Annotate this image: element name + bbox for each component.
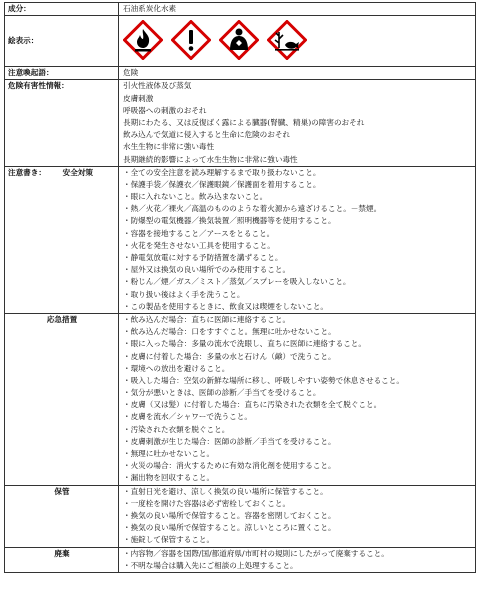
hazard-item: 皮膚刺激 [123, 93, 154, 103]
safety-list [119, 166, 476, 313]
firstaid-item: ・ 吸入した場合：空気の新鮮な場所に移し、呼吸しやすい姿勢で休息させること。 [123, 375, 473, 387]
safety-item: ・ 防爆型の電気機器／換気装置／照明機器等を使用すること。 [123, 215, 473, 227]
hazard-row [5, 80, 476, 166]
safety-item: ・ この製品を使用するときに、飲食又は喫煙をしないこと。 [123, 301, 473, 313]
flame-icon [123, 20, 163, 60]
signal-label: 注意喚起語： [5, 67, 119, 80]
ingredient-value: 石油系炭化水素 [119, 3, 476, 16]
firstaid-item: ・ 皮膚刺激が生じた場合：医師の診断／手当てを受けること。 [123, 436, 473, 448]
safety-label: 安全対策 [62, 167, 93, 177]
precautions-label-cell [5, 166, 119, 313]
storage-row [5, 485, 476, 547]
pictogram-row [5, 16, 476, 67]
hazard-item: 長期にわたる、又は反復ばく露による臓器(腎臓、精巣)の障害のおそれ [123, 117, 365, 127]
storage-item: ・ 換気の良い場所で保管すること。涼しいところに置くこと。 [123, 522, 473, 534]
disposal-item: ・ 内容物／容器を国際/国/都道府県/市町村の規則にしたがって廃棄すること。 [123, 548, 473, 560]
storage-item: ・ 直射日光を避け、涼しく換気の良い場所に保管すること。 [123, 486, 473, 498]
safety-item: ・ 全ての安全注意を読み理解するまで取り扱わないこと。 [123, 167, 473, 179]
disposal-item: ・ 不明な場合は購入先にご相談の上処理すること。 [123, 560, 473, 572]
safety-item: ・ 取り扱い後はよく手を洗うこと。 [123, 289, 473, 301]
sds-table [4, 2, 476, 573]
disposal-label: 廃棄 [5, 547, 119, 572]
exclamation-icon [171, 20, 211, 60]
hazard-item: 水生生物に非常に強い毒性 [123, 142, 215, 152]
safety-item: ・ 容器を接地すること／アースをとること。 [123, 228, 473, 240]
ingredient-label: 成分： [5, 3, 119, 16]
hazard-label: 危険有害性情報： [5, 80, 119, 166]
sds-label-sheet [4, 2, 476, 573]
ingredient-row [5, 3, 476, 16]
hazard-item: 飲み込んで気道に侵入すると生命に危険のおそれ [123, 130, 291, 140]
safety-item: ・ 眼に入れないこと。飲み込まないこと。 [123, 191, 473, 203]
firstaid-item: ・ 皮膚（又は髪）に付着した場合：直ちに汚染された衣類を全て脱ぐこと。 [123, 399, 473, 411]
firstaid-row [5, 313, 476, 485]
safety-item: ・ 粉じん／煙／ガス／ミスト／蒸気／スプレーを吸入しないこと。 [123, 276, 473, 288]
storage-item: ・ 換気の良い場所で保管すること。容器を密閉しておくこと。 [123, 510, 473, 522]
firstaid-item: ・ 環境への放出を避けること。 [123, 363, 473, 375]
pictogram-label: 絵表示： [5, 16, 119, 67]
hazard-item: 引火性液体及び蒸気 [123, 81, 192, 91]
signal-row [5, 67, 476, 80]
storage-label: 保管 [5, 485, 119, 547]
safety-item: ・ 熱／火花／裸火／高温のもののような着火源から遠ざけること。－禁煙。 [123, 203, 473, 215]
safety-item: ・ 保護手袋／保護衣／保護眼鏡／保護面を着用すること。 [123, 179, 473, 191]
signal-value: 危険 [119, 67, 476, 80]
firstaid-label: 応急措置 [5, 313, 119, 485]
firstaid-item: ・ 飲み込んだ場合：口をすすぐこと。無理に吐かせないこと。 [123, 326, 473, 338]
safety-item: ・ 屋外又は換気の良い場所でのみ使用すること。 [123, 264, 473, 276]
safety-row [5, 166, 476, 313]
disposal-row [5, 547, 476, 572]
safety-item: ・ 静電気放電に対する予防措置を講ずること。 [123, 252, 473, 264]
disposal-list [119, 547, 476, 572]
firstaid-item: ・ 漏出物を回収すること。 [123, 472, 473, 484]
hazard-list [119, 80, 476, 166]
health-hazard-icon [219, 20, 259, 60]
storage-item: ・ 一度栓を開けた容器は必ず密栓しておくこと。 [123, 498, 473, 510]
firstaid-item: ・ 皮膚に付着した場合：多量の水と石けん（鹸）で洗うこと。 [123, 351, 473, 363]
firstaid-item: ・ 飲み込んだ場合：直ちに医師に連絡すること。 [123, 314, 473, 326]
pictogram-cell [119, 16, 476, 67]
firstaid-item: ・ 皮膚を流水／シャワーで洗うこと。 [123, 411, 473, 423]
storage-list [119, 485, 476, 547]
precautions-label: 注意書き： [8, 167, 46, 177]
firstaid-item: ・ 眼に入った場合：多量の流水で洗眼し、直ちに医師に連絡すること。 [123, 338, 473, 350]
firstaid-item: ・ 気分が悪いときは、医師の診断／手当てを受けること。 [123, 387, 473, 399]
firstaid-list [119, 313, 476, 485]
firstaid-item: ・ 無理に吐かせないこと。 [123, 448, 473, 460]
storage-item: ・ 施錠して保管すること。 [123, 534, 473, 546]
environment-icon [267, 20, 307, 60]
firstaid-item: ・ 汚染された衣類を脱ぐこと。 [123, 424, 473, 436]
safety-item: ・ 火花を発生させない工具を使用すること。 [123, 240, 473, 252]
hazard-item: 長期継続的影響によって水生生物に非常に強い毒性 [123, 154, 298, 164]
firstaid-item: ・ 火災の場合：消火するために有効な消化剤を使用すること。 [123, 460, 473, 472]
hazard-item: 呼吸器への刺激のおそれ [123, 105, 207, 115]
